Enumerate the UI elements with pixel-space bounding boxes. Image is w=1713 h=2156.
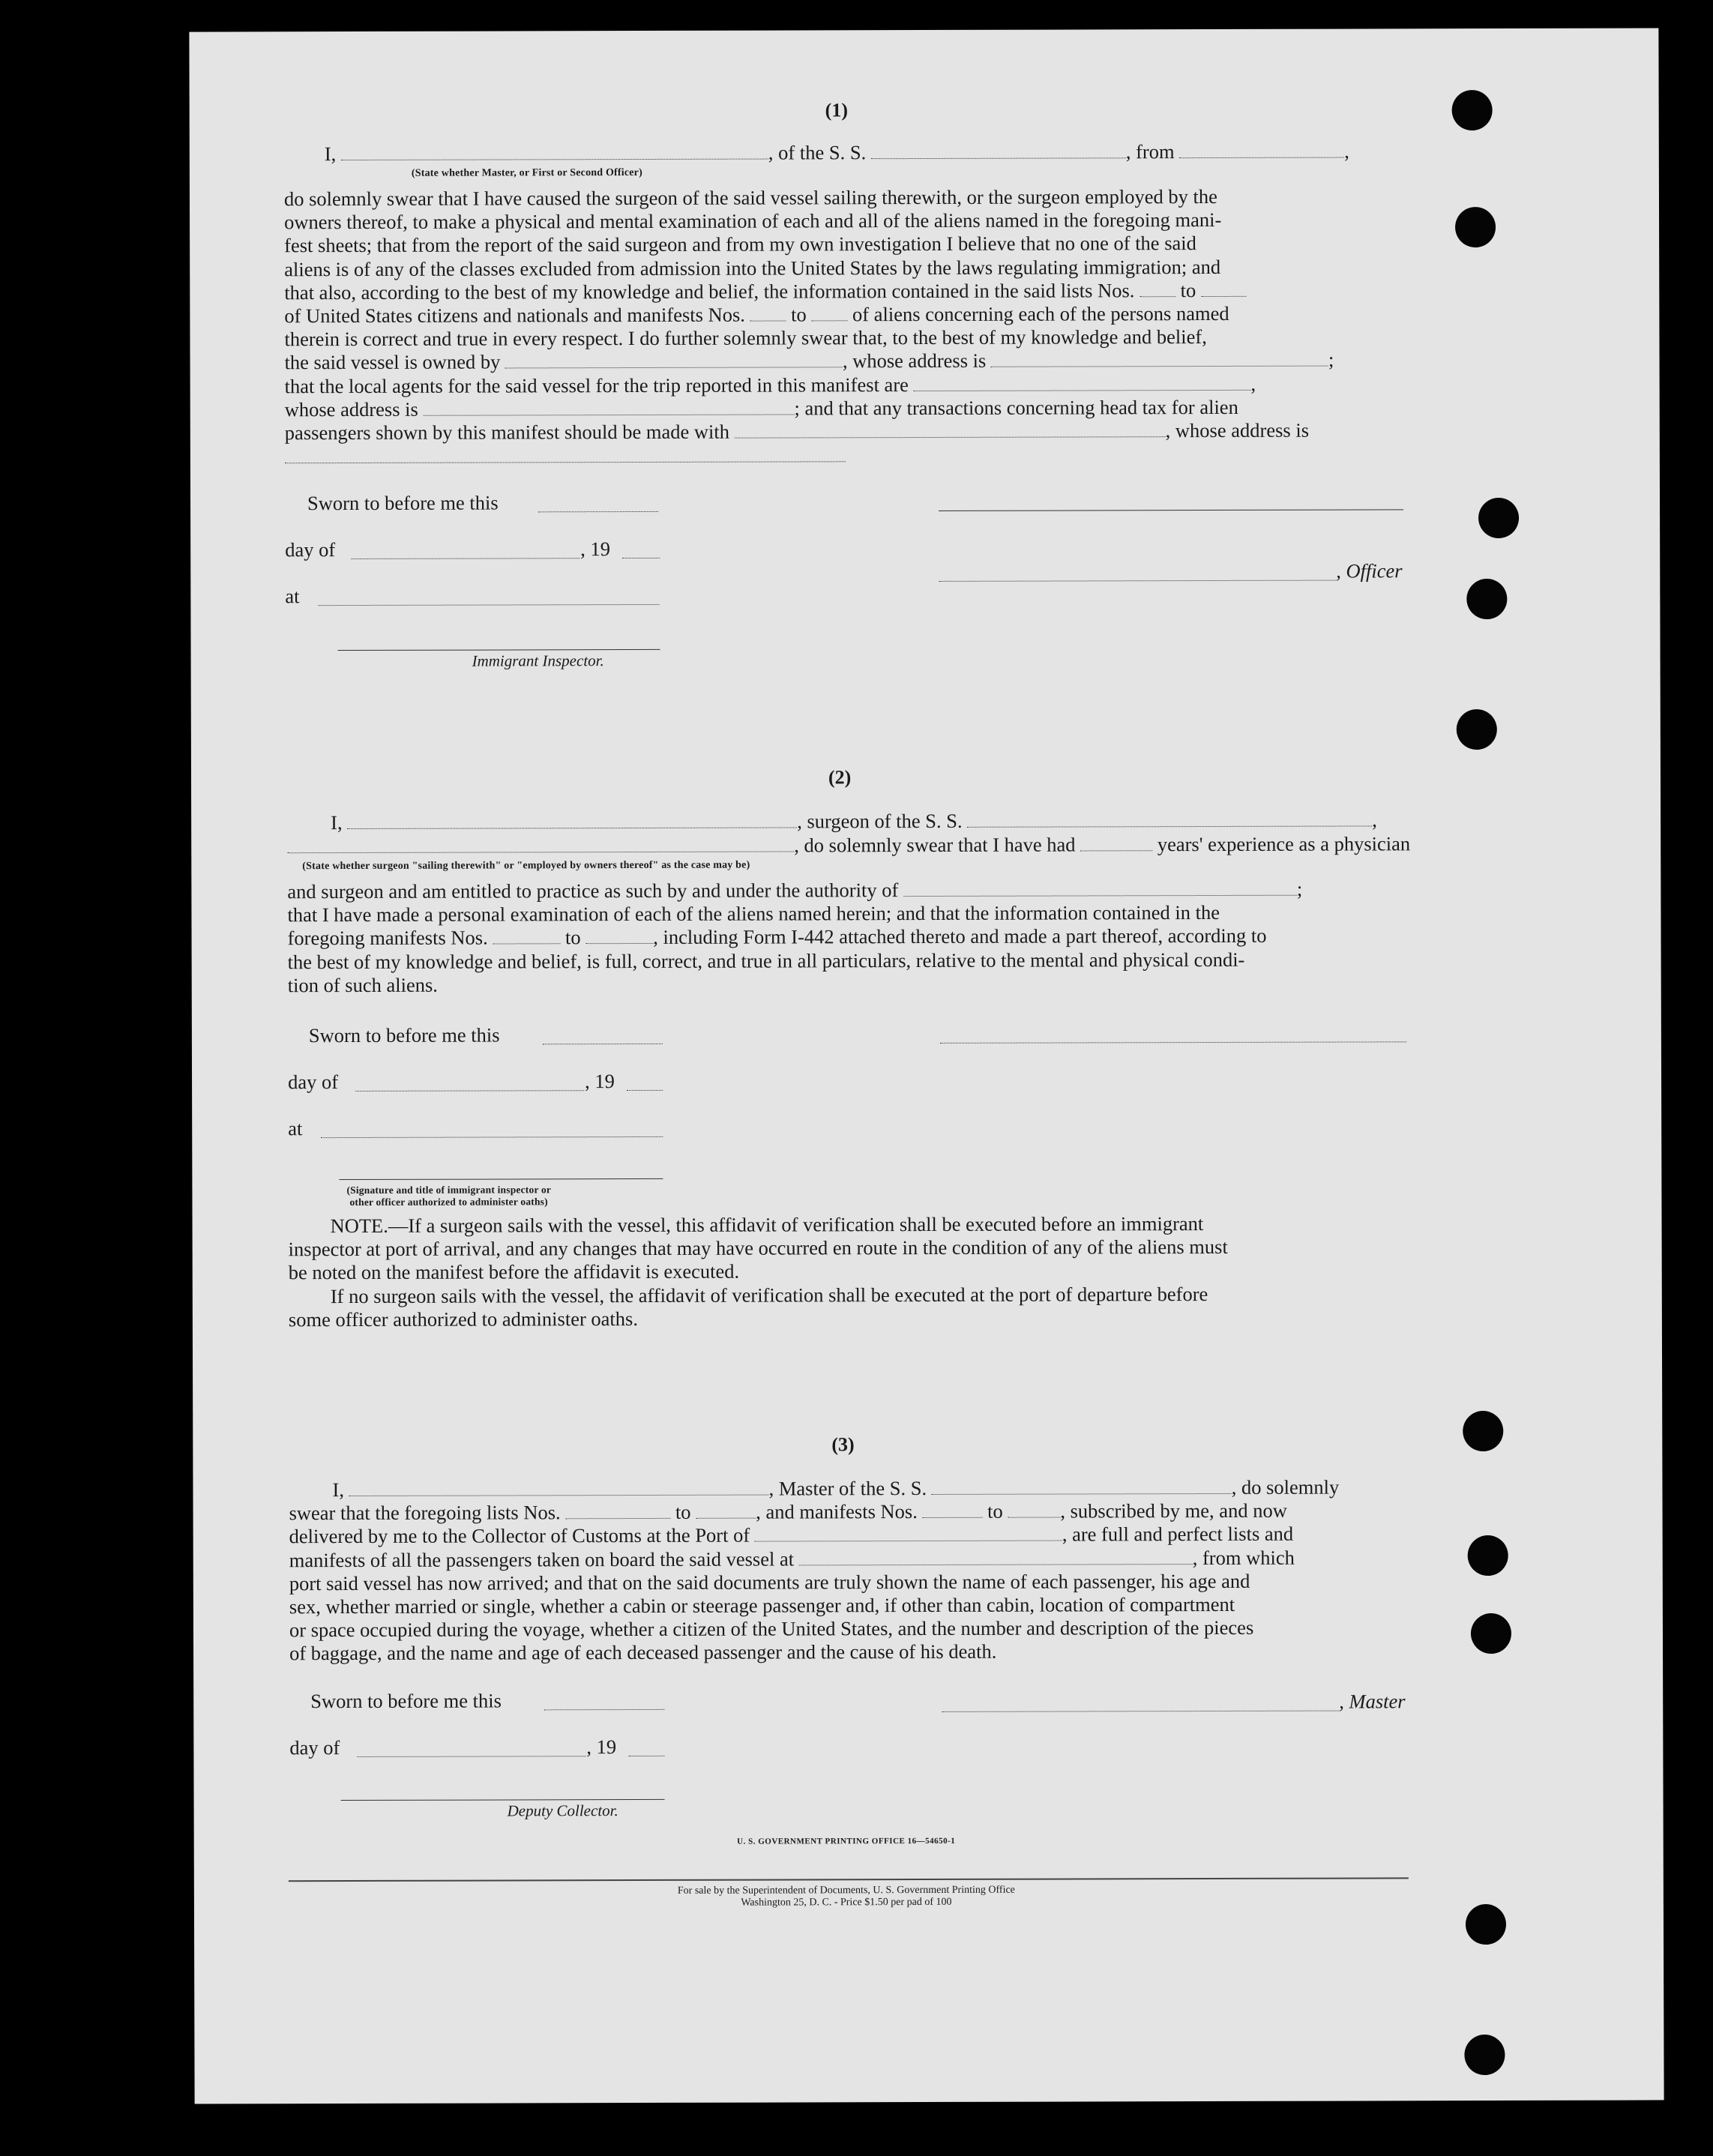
transactions-label: passengers shown by this manifest should be made with [284,420,730,445]
section-2-number: (2) [828,766,852,789]
month-field[interactable] [357,1755,585,1757]
head-tax-label: ; and that any transactions concerning head tax for alien [794,395,1238,420]
officer-title-caption: (State whether Master, or First or Second Officer) [411,166,642,179]
at-field[interactable] [318,603,659,606]
body-line [285,418,1409,445]
body-line [285,395,1409,421]
note-line: If no surgeon sails with the vessel, the affidavit of verification shall be executed at the port of departure before [330,1282,1208,1307]
master-vessel-field[interactable] [932,1493,1232,1495]
body-line [284,301,1409,328]
surgeon-name-field[interactable] [347,826,797,829]
address-label: , whose address is [842,349,987,373]
note-line: some officer authorized to administer oaths. [288,1307,638,1331]
owner-address-field[interactable] [991,365,1328,367]
officer-name-field[interactable] [939,579,1336,582]
surgeon-ss-label: , surgeon of the S. S. [797,809,963,833]
master-signature-field[interactable] [942,1710,1339,1712]
from-label: , from [1125,140,1175,163]
port-from-field[interactable] [1179,157,1344,159]
manifests-from-field[interactable] [493,943,560,945]
agents-address-field[interactable] [423,413,794,415]
sworn-label: Sworn to before me this [308,1023,500,1047]
experience-label: years' experience as a physician [1157,832,1411,856]
body-line: of baggage, and the name and age of each deceased passenger and the cause of his death. [289,1640,997,1665]
gpo-imprint: U. S. GOVERNMENT PRINTING OFFICE 16—54650-1 [737,1836,956,1846]
day-of-label: day of [289,1736,340,1759]
manifests-from-field[interactable] [750,320,786,322]
head-tax-address-field[interactable] [285,460,846,463]
punch-hole-icon [1455,207,1496,247]
form-label: , including Form I-442 attached thereto and made a part thereof, according to [653,924,1267,949]
surgeon-status-caption: (State whether surgeon "sailing therewith" or "employed by owners thereof" as the case may be) [302,859,750,873]
master-label: , Master [1339,1690,1406,1713]
surgeon-signature-field[interactable] [940,1041,1406,1044]
body-line: the best of my knowledge and belief, is full, correct, and true in all particulars, relative to the mental and physical condi- [287,948,1245,973]
month-field[interactable] [355,1089,584,1091]
note-line [289,1211,1428,1238]
solemnly-label: , do solemnly [1231,1475,1340,1499]
footer-rule [289,1877,1409,1882]
signature-caption-1: (Signature and title of immigrant inspector or [346,1184,552,1196]
section-3-number: (3) [831,1433,855,1456]
body-line: or space occupied during the voyage, whether a citizen of the United States, and the number and description of the pieces [289,1616,1254,1642]
to-label: to [565,926,581,949]
oath-i: I, [331,811,343,834]
day-of-label: day of [285,538,336,561]
body-line: do solemnly swear that I have caused the surgeon of the said vessel sailing therewith, or the surgeon employed by the [283,184,1217,211]
section-1-number: (1) [825,99,849,121]
semicolon: ; [1328,348,1334,372]
port-label: delivered by me to the Collector of Customs at the Port of [289,1524,750,1548]
punch-hole-icon [1463,1411,1503,1451]
section-1-body [284,184,1409,445]
section-2-line-2 [287,832,1427,858]
officer-title-field[interactable] [341,158,768,160]
taken-on-board-label: manifests of all the passengers taken on board the said vessel at [289,1547,795,1571]
address-label: , whose address is [1165,418,1310,442]
sale-notice-1: For sale by the Superintendent of Documents, U. S. Government Printing Office [677,1884,1015,1897]
year-prefix: , 19 [580,538,610,561]
section-3-body [289,1475,1429,1666]
body-line: sex, whether married or single, whether a cabin or steerage passenger and, if other than cabin, location of compartment [289,1592,1235,1618]
signature-caption-2: other officer authorized to administer oaths) [349,1196,548,1208]
sworn-day-field[interactable] [538,511,658,512]
lists-from-field[interactable] [565,1517,670,1519]
at-label: at [288,1117,303,1140]
to-label: to [791,303,807,326]
agents-label: that the local agents for the said vessel for the trip reported in this manifest are [284,373,909,397]
year-field[interactable] [622,557,660,558]
years-field[interactable] [1080,849,1152,851]
section-2-body [287,877,1427,997]
subscribed-label: , subscribed by me, and now [1060,1499,1287,1523]
lists-label: swear that the foregoing lists Nos. [289,1501,561,1525]
master-ss-label: , Master of the S. S. [768,1477,927,1500]
body-line [289,1475,1428,1502]
section-2-line-1 [331,808,1425,834]
body-line [289,1546,1429,1572]
inspector-signature-field[interactable] [338,648,660,651]
body-line [285,372,1409,398]
body-line: that I have made a personal examination of each of the aliens named herein; and that the information contained in the [287,901,1220,927]
body-line [285,349,1409,375]
punch-hole-icon [1466,1904,1506,1945]
inspector-signature-field[interactable] [339,1178,663,1180]
officer-signature-field[interactable] [939,508,1403,511]
note-block [289,1211,1428,1331]
punch-hole-icon [1466,579,1507,619]
punch-hole-icon [1457,709,1497,750]
semicolon: ; [1296,877,1303,900]
note-line: inspector at port of arrival, and any changes that may have occurred en route in the condition of any of the aliens must [288,1235,1228,1261]
comma: , [1250,372,1256,395]
year-field[interactable] [628,1755,664,1756]
lists-label: that also, according to the best of my knowledge and belief, the information contained in the said lists Nos. [284,279,1135,304]
body-line [288,924,1427,951]
body-line [289,1499,1429,1525]
manifests-to-field[interactable] [585,942,653,944]
section-1-oath-line [325,139,1449,166]
master-name-field[interactable] [349,1494,769,1496]
deputy-collector-label: Deputy Collector. [507,1801,618,1820]
head-tax-party-field[interactable] [735,436,1166,439]
owned-by-label: the said vessel is owned by [284,350,501,374]
aliens-label: of aliens concerning each of the persons named [852,301,1229,326]
manifests-to-field[interactable] [1008,1517,1060,1518]
surgeon-vessel-field[interactable] [967,825,1372,827]
punch-hole-icon [1464,2035,1505,2075]
note-line: be noted on the manifest before the affidavit is executed. [288,1260,740,1284]
body-line: therein is correct and true in every respect. I do further solemnly swear that, to the best of my knowledge and belief, [284,325,1207,351]
lists-to-field[interactable] [1201,295,1246,297]
to-label: to [987,1499,1003,1523]
punch-hole-icon [1452,90,1493,130]
from-which-label: , from which [1192,1546,1295,1569]
to-label: to [675,1501,691,1524]
manifests-label: foregoing manifests Nos. [287,926,488,950]
boarding-port-field[interactable] [799,1563,1193,1565]
punch-hole-icon [1468,1535,1508,1576]
manifests-to-field[interactable] [811,319,847,321]
sworn-label: Sworn to before me this [310,1689,502,1713]
manifests-label: of United States citizens and nationals and manifests Nos. [284,303,745,328]
at-field[interactable] [321,1136,663,1138]
sworn-day-field[interactable] [544,1708,664,1710]
agents-field[interactable] [914,388,1251,391]
to-label: to [1180,278,1196,301]
punch-hole-icon [1471,1613,1511,1654]
body-line [289,1523,1429,1549]
body-line: port said vessel has now arrived; and that on the said documents are truly shown the name of each passenger, his age and [289,1569,1250,1595]
punch-hole-icon [1478,498,1519,538]
note-text: —If a surgeon sails with the vessel, this affidavit of verification shall be executed before an immigrant [388,1212,1204,1237]
manifests-label: , and manifests Nos. [756,1500,918,1523]
immigrant-inspector-label: Immigrant Inspector. [472,651,604,670]
comma: , [1344,139,1349,163]
manifests-from-field[interactable] [922,1517,982,1518]
officer-label: , Officer [1336,559,1403,582]
owner-field[interactable] [505,367,843,369]
of-the-ss-label: , of the S. S. [768,141,867,164]
oath-i: I, [324,142,337,166]
form-page [189,28,1664,2104]
body-line: owners thereof, to make a physical and mental examination of each and all of the aliens named in the foregoing mani- [284,208,1222,234]
port-field[interactable] [755,1540,1062,1542]
year-prefix: , 19 [586,1735,617,1759]
comma: , [1372,808,1377,831]
body-line [287,877,1427,903]
collector-signature-field[interactable] [341,1798,665,1801]
lists-full-label: , are full and perfect lists and [1062,1523,1294,1546]
authority-label: and surgeon and am entitled to practice as such by and under the authority of [287,879,899,903]
swear-label: , do solemnly swear that I have had [794,833,1076,857]
body-line [284,278,1409,304]
surgeon-status-field[interactable] [287,850,794,853]
vessel-name-field[interactable] [871,157,1126,159]
sworn-day-field[interactable] [543,1043,663,1044]
body-line: aliens is of any of the classes excluded from admission into the United States by the laws regulating immigration; and [284,255,1221,280]
at-label: at [285,585,300,608]
year-prefix: , 19 [585,1070,615,1093]
lists-to-field[interactable] [696,1517,756,1519]
lists-from-field[interactable] [1140,295,1175,297]
oath-i: I, [332,1478,344,1502]
body-line: tion of such aliens. [287,973,438,997]
sale-notice-2: Washington 25, D. C. - Price $1.50 per pad of 100 [741,1896,952,1909]
day-of-label: day of [288,1071,339,1094]
year-field[interactable] [627,1089,663,1091]
authority-field[interactable] [903,894,1297,897]
month-field[interactable] [351,557,579,559]
body-line: fest sheets; that from the report of the said surgeon and from my own investigation I believe that no one of the said [284,232,1196,257]
address-label: whose address is [284,397,418,421]
note-label: NOTE. [330,1214,388,1238]
sworn-label: Sworn to before me this [307,491,499,515]
